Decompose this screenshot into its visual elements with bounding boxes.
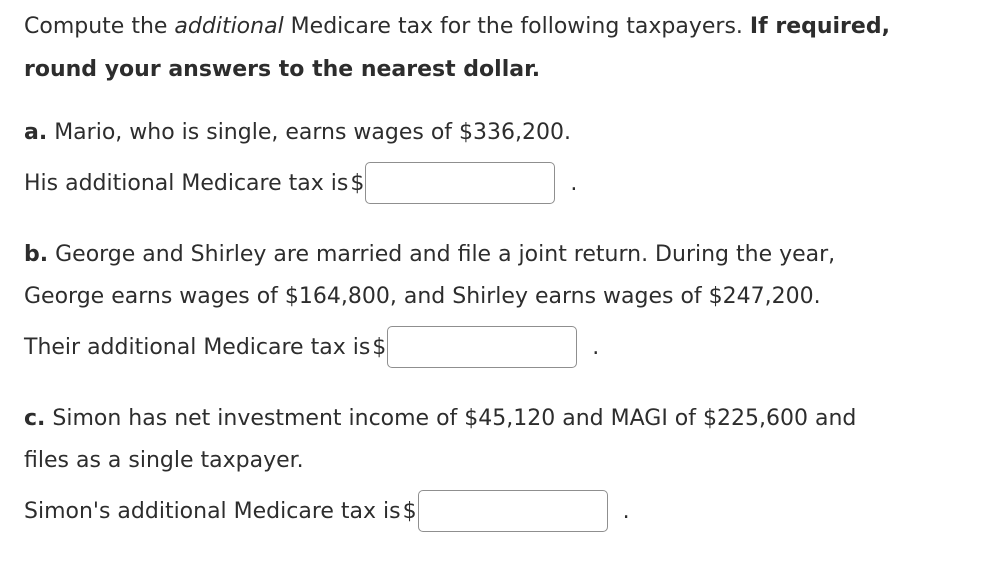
question-c-text-line-2: files as a single taxpayer. <box>24 448 304 473</box>
question-c-answer-label: Simon's additional Medicare tax is <box>24 498 401 524</box>
question-a-period: . <box>570 170 578 196</box>
question-c-body-line-1: Simon has net investment income of $45,120 and MAGI of $225,600 and <box>52 406 857 431</box>
question-b-body-line-1: George and Shirley are married and file a joint return. During the year, <box>55 242 836 267</box>
instructions-line-1 <box>24 13 890 41</box>
question-c-letter: c. <box>24 406 46 431</box>
question-a-currency: $ <box>350 170 365 196</box>
instructions-emphasis: additional <box>174 14 284 39</box>
question-a-answer-label: His additional Medicare tax is <box>24 170 349 196</box>
instructions-line-2: round your answers to the nearest dollar. <box>24 57 541 82</box>
question-c-period: . <box>622 498 630 524</box>
question-b-currency: $ <box>372 334 387 360</box>
question-b-answer-row <box>24 324 599 370</box>
question-b-text-line-1 <box>24 241 835 269</box>
question-b-text-line-2: George earns wages of $164,800, and Shirley earns wages of $247,200. <box>24 284 821 309</box>
instructions-text-middle: Medicare tax for the following taxpayers. <box>283 14 750 39</box>
question-a-text <box>24 119 571 147</box>
question-c-answer-row <box>24 488 630 534</box>
question-c-text-line-1 <box>24 405 856 433</box>
instructions-text-start: Compute the <box>24 14 175 39</box>
question-b-letter: b. <box>24 242 49 267</box>
question-a-answer-input[interactable] <box>365 162 555 204</box>
instructions-rounding-start: If required, <box>749 14 890 39</box>
question-b-answer-input[interactable] <box>387 326 577 368</box>
question-b-answer-label: Their additional Medicare tax is <box>24 334 371 360</box>
question-a-answer-row <box>24 160 577 206</box>
question-a-body: Mario, who is single, earns wages of $336,200. <box>54 120 572 145</box>
question-b-period: . <box>592 334 600 360</box>
question-c-answer-input[interactable] <box>418 490 608 532</box>
question-a-letter: a. <box>24 120 48 145</box>
question-c-currency: $ <box>402 498 417 524</box>
